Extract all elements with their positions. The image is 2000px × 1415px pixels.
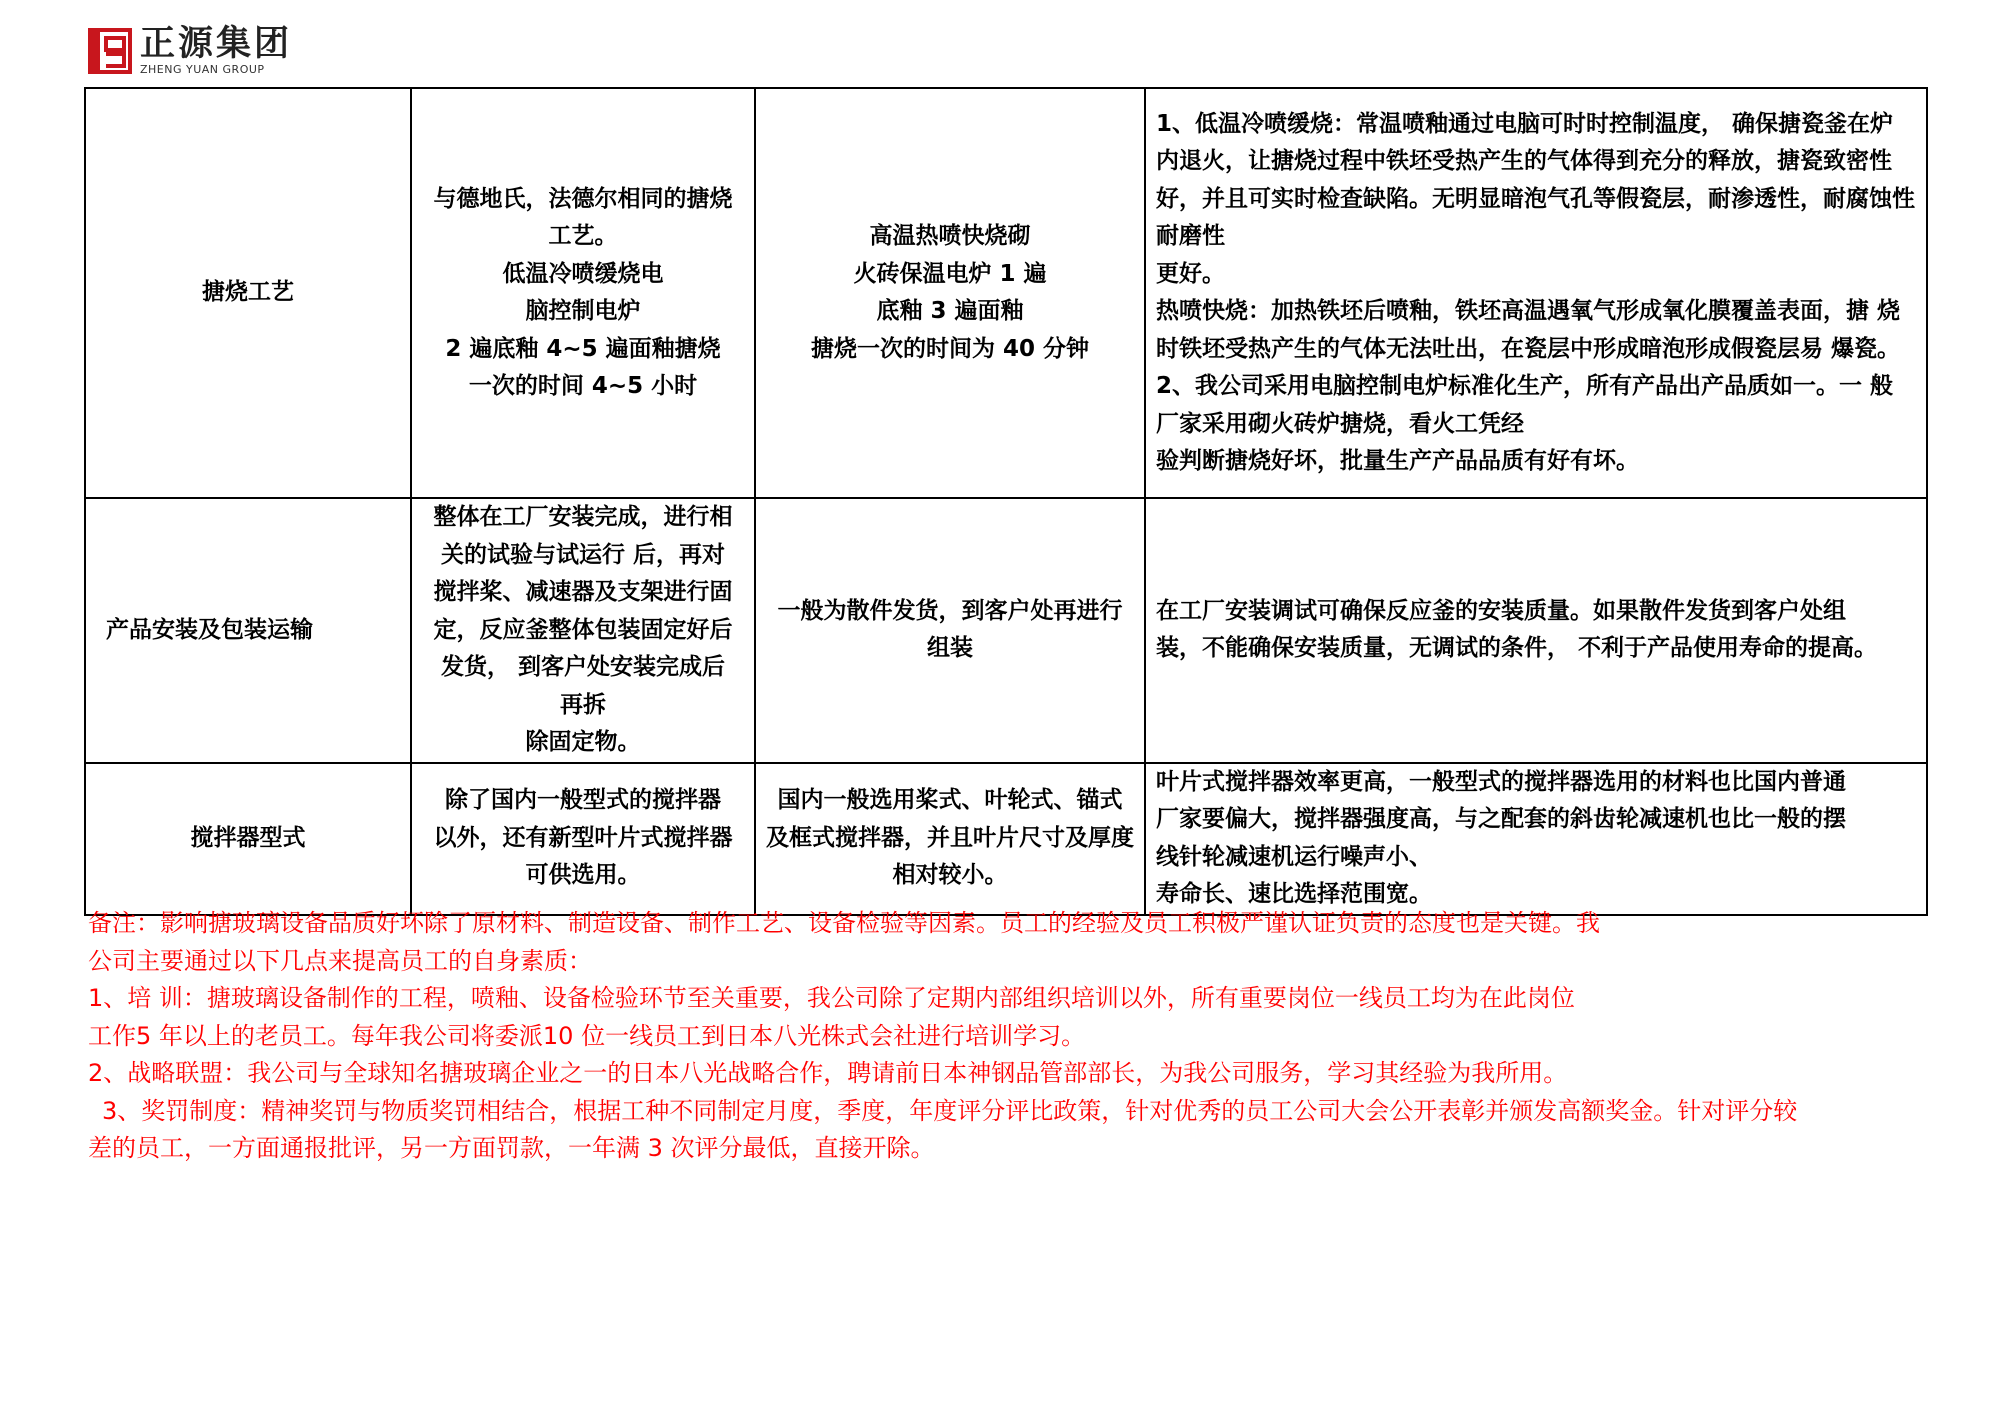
advantage-cell: [1145, 498, 1927, 763]
cell-line: 可供选用。: [525, 862, 641, 889]
cell-line: 厂家采用砌火砖炉搪烧，看火工凭经: [1156, 410, 1524, 437]
cell-line: 2 遍底釉 4~5 遍面釉搪烧: [445, 335, 721, 362]
cell-line: 一次的时间 4~5 小时: [468, 373, 698, 399]
remarks-note: [88, 905, 1918, 1168]
our-process-cell: [411, 763, 755, 915]
company-header: [88, 26, 292, 76]
row-label: 搅拌器型式: [85, 763, 411, 915]
table-row: [85, 88, 1927, 498]
domestic-process-cell: [755, 498, 1145, 763]
cell-line: 整体在工厂安装完成，进行相: [433, 504, 733, 530]
table-row: [85, 763, 1927, 915]
cell-line: 国内一般选用桨式、叶轮式、锚式: [777, 787, 1123, 814]
cell-line: 关的试验与试运行 后，再对: [440, 541, 725, 568]
advantage-cell: [1145, 88, 1927, 498]
cell-line: 搅拌桨、减速器及支架进行固: [433, 579, 733, 605]
cell-line: 寿命长、速比选择范围宽。: [1156, 881, 1432, 907]
company-logo-icon: [88, 28, 132, 74]
cell-line: 一般为散件发货，到客户处再进行: [777, 597, 1123, 624]
cell-line: 发货， 到客户处安装完成后: [440, 654, 725, 680]
cell-line: 组装: [927, 635, 973, 662]
cell-line: 与德地氏，法德尔相同的搪烧: [433, 185, 733, 212]
note-line: 3、奖罚制度：精神奖罚与物质奖罚相结合，根据工种不同制定月度，季度，年度评分评比政策，针对优秀的员工公司大会公开表彰并颁发高额奖金。针对评分较: [102, 1096, 1798, 1125]
cell-line: 脑控制电炉: [525, 298, 641, 324]
domestic-process-cell: [755, 88, 1145, 498]
cell-line: 高温热喷快烧砌: [869, 223, 1031, 249]
note-line: 2、战略联盟：我公司与全球知名搪玻璃企业之一的日本八光战略合作，聘请前日本神钢品管部部长，为我公司服务，学习其经验为我所用。: [88, 1059, 1568, 1087]
note-line: 公司主要通过以下几点来提高员工的自身素质：: [88, 946, 592, 975]
domestic-process-cell: [755, 763, 1145, 915]
cell-line: 厂家要偏大，搅拌器强度高，与之配套的斜齿轮减速机也比一般的摆: [1156, 806, 1846, 832]
cell-line: 叶片式搅拌器效率更高，一般型式的搅拌器选用的材料也比国内普通: [1156, 768, 1846, 795]
note-line: 工作5 年以上的老员工。每年我公司将委派10 位一线员工到日本八光株式会社进行培训学习。: [88, 1021, 1086, 1050]
comparison-table: [84, 87, 1928, 916]
cell-line: 定，反应釜整体包装固定好后: [433, 616, 733, 643]
cell-line: 更好。: [1156, 260, 1225, 287]
note-line: 备注：影响搪玻璃设备品质好坏除了原材料、制造设备、制作工艺、设备检验等因素。员工的经验及员工积极严谨认证负责的态度也是关键。我: [88, 909, 1600, 937]
logo-text: [140, 26, 292, 76]
company-name-en: ZHENG YUAN GROUP: [140, 63, 265, 76]
cell-line: 低温冷喷缓烧电: [502, 260, 664, 287]
cell-line: 在工厂安装调试可确保反应釜的安装质量。如果散件发货到客户处组: [1156, 597, 1846, 624]
cell-line: 搪烧一次的时间为 40 分钟: [810, 335, 1090, 362]
cell-line: 2、我公司采用电脑控制电炉标准化生产，所有产品出产品质如一。一 般: [1156, 373, 1894, 399]
cell-line: 内退火，让搪烧过程中铁坯受热产生的气体得到充分的释放，搪瓷致密性: [1156, 148, 1892, 174]
cell-line: 及框式搅拌器，并且叶片尺寸及厚度: [766, 824, 1134, 851]
cell-line: 相对较小。: [892, 862, 1008, 889]
cell-line: 1、低温冷喷缓烧：常温喷釉通过电脑可时时控制温度， 确保搪瓷釜在炉: [1156, 110, 1894, 137]
advantage-cell: [1145, 763, 1927, 915]
cell-line: 除了国内一般型式的搅拌器: [445, 787, 721, 814]
cell-line: 装，不能确保安装质量，无调试的条件， 不利于产品使用寿命的提高。: [1156, 635, 1878, 662]
cell-line: 再拆: [560, 691, 606, 718]
row-label: 搪烧工艺: [85, 88, 411, 498]
note-line: 差的员工，一方面通报批评，另一方面罚款，一年满 3 次评分最低，直接开除。: [88, 1134, 935, 1162]
company-name-cn: 正源集团: [140, 24, 293, 64]
cell-line: 除固定物。: [525, 729, 641, 755]
cell-line: 时铁坯受热产生的气体无法吐出，在瓷层中形成暗泡形成假瓷层易 爆瓷。: [1156, 335, 1901, 362]
table-row: [85, 498, 1927, 763]
cell-line: 火砖保温电炉 1 遍: [853, 260, 1047, 287]
cell-line: 验判断搪烧好坏，批量生产产品品质有好有坏。: [1156, 448, 1639, 474]
our-process-cell: [411, 88, 755, 498]
cell-line: 线针轮减速机运行噪声小、: [1156, 843, 1432, 870]
note-line: 1、培 训：搪玻璃设备制作的工程，喷釉、设备检验环节至关重要，我公司除了定期内部组织培训以外，所有重要岗位一线员工均为在此岗位: [88, 984, 1575, 1012]
row-label: 产品安装及包装运输: [85, 498, 411, 763]
cell-line: 好，并且可实时检查缺陷。无明显暗泡气孔等假瓷层，耐渗透性，耐腐蚀性 耐磨性: [1156, 185, 1915, 249]
cell-line: 工艺。: [548, 223, 618, 249]
cell-line: 以外，还有新型叶片式搅拌器: [433, 824, 733, 851]
cell-line: 热喷快烧：加热铁坯后喷釉，铁坯高温遇氧气形成氧化膜覆盖表面，搪 烧: [1156, 298, 1901, 324]
our-process-cell: [411, 498, 755, 763]
cell-line: 底釉 3 遍面釉: [876, 298, 1024, 324]
